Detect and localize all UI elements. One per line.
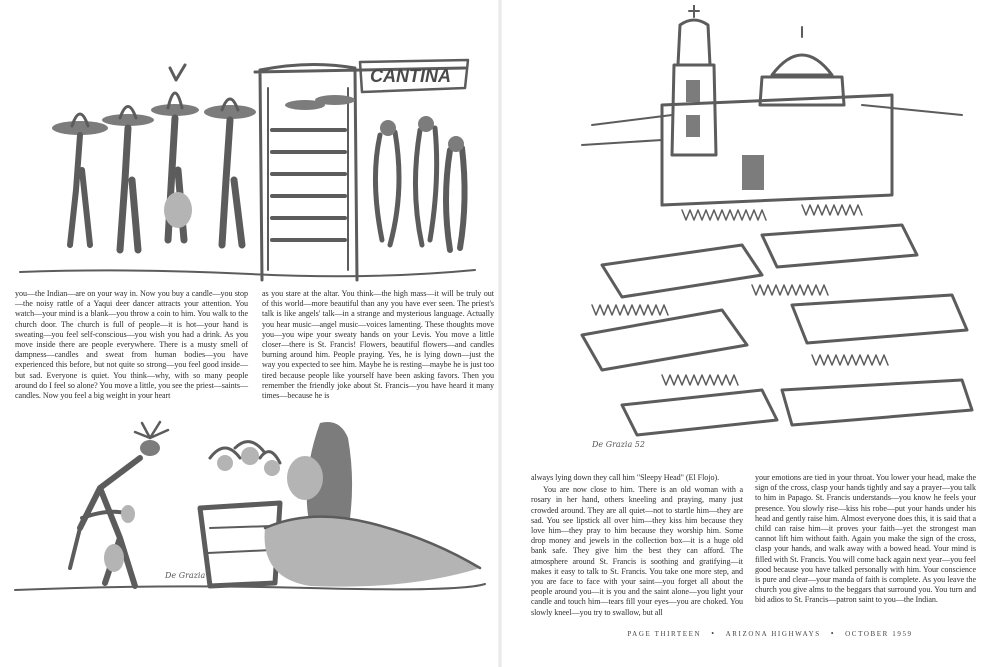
church-plaza-illustration <box>562 5 987 455</box>
paragraph: as you stare at the altar. You think—the high mass—it will be truly out of this world—more beautiful than any you have ever seen. The priest's talk is like angels' talk—in a strange and mysterious language. Actually you hear music—angel music—voices lamenting. These thoughts move you—you wipe your sweaty hands on your Levis. You move a little closer—there is St. Francis! Flowers, beautiful flowers—and candles burning around him. People praying. Yes, he is lying down—just the way you expected to see him. Maybe he is resting—maybe he is just too tired because people like yourself have been asking favors. Then you remember the friendly joke about St. Francis—you have heard it many times—because he is <box>262 289 494 401</box>
paragraph: your emotions are tied in your throat. You lower your head, make the sign of the cross, clasp your hands tightly and say a prayer—you talk to him in Papago. St. Francis understands—you know he feels your presence. You slowly rise—kiss his robe—put your hands under his head and gently raise him. Almost everyone does this, it is said that a child can raise him—it proves your faith—yet the strongest man cannot lift him without faith. Again you make the sign of the cross, clasp your hands, and walk away with a bowed head. Your mind is filled with St. Francis. You will come back again next year—you feel good because you have talked personally with him. Your conscience is pure and clear—your manda of faith is complete. As you leave the church you give alms to the beggars that surround you. You turn and bid adios to St. Francis—patron saint to you—the Indian. <box>755 473 976 605</box>
paragraph: you—the Indian—are on your way in. Now you buy a candle—you stop—the noisy rattle of a Yaqui deer dancer attracts your attention. You watch—your mind is a blank—you throw a coin to him. You walk to the church door. The church is full of people—it is hot—your hand is sweating—you feel self-conscious—you wish you had a drink. As you move inside there are people everywhere. There is a musty smell of dampness—candles and sweat from human bodies—you have experienced this before, but not quite so strong—you feel good inside—but sad. Everyone is quiet. You think—why, with so many people around do I feel so alone? You move a little, you see the priest—saints—candles. Now you feel a big weight in your heart <box>15 289 248 401</box>
right-page-column-1 <box>531 473 743 618</box>
magazine-name: ARIZONA HIGHWAYS <box>725 630 821 638</box>
left-page-column-1 <box>15 289 248 401</box>
sombrero-figures <box>20 65 475 276</box>
page-footer <box>560 629 980 638</box>
paragraph: You are now close to him. There is an old woman with a rosary in her hand, others kneeling and praying, many just crowded around. They are all quiet—not to startle him—they are sad. You see lipstick all over him—they kiss him because they love him—they pray to him because they worship him. Some drop money and jewels in the collection box—it is a huge old bank safe. They give him the best they can afford. The atmosphere around St. Francis is soothing and gratifying—it makes it easy to talk to St. Francis. You take one more step, and you are face to face with your saint—you forget all about the people around you—it is you and the saint alone—you light your candle and touch him—tears fill your eyes—you are choked. You slowly kneel—you try to swallow, but all <box>531 485 743 617</box>
church-facade <box>582 95 962 205</box>
footer-separator: • <box>830 629 836 638</box>
paragraph: always lying down they call him "Sleepy Head" (El Flojo). <box>531 473 720 482</box>
footer-separator: • <box>711 629 716 638</box>
cantina-street-illustration <box>10 40 480 285</box>
left-signature: De Grazia <box>165 571 206 580</box>
cantina-sign: CANTINA <box>370 66 451 86</box>
deer-dancer-illustration <box>10 418 490 598</box>
church-dome <box>760 27 844 105</box>
market-awnings <box>582 225 972 435</box>
bell-tower <box>672 5 716 155</box>
woman-with-flowers <box>15 422 485 590</box>
issue-date: OCTOBER 1959 <box>845 630 913 638</box>
deer-dancer <box>70 422 168 586</box>
right-page-column-2 <box>755 473 976 606</box>
left-page-column-2 <box>262 289 494 401</box>
right-signature: De Grazia 52 <box>592 440 645 449</box>
page-gutter <box>498 0 502 667</box>
page-number: PAGE THIRTEEN <box>627 630 702 638</box>
